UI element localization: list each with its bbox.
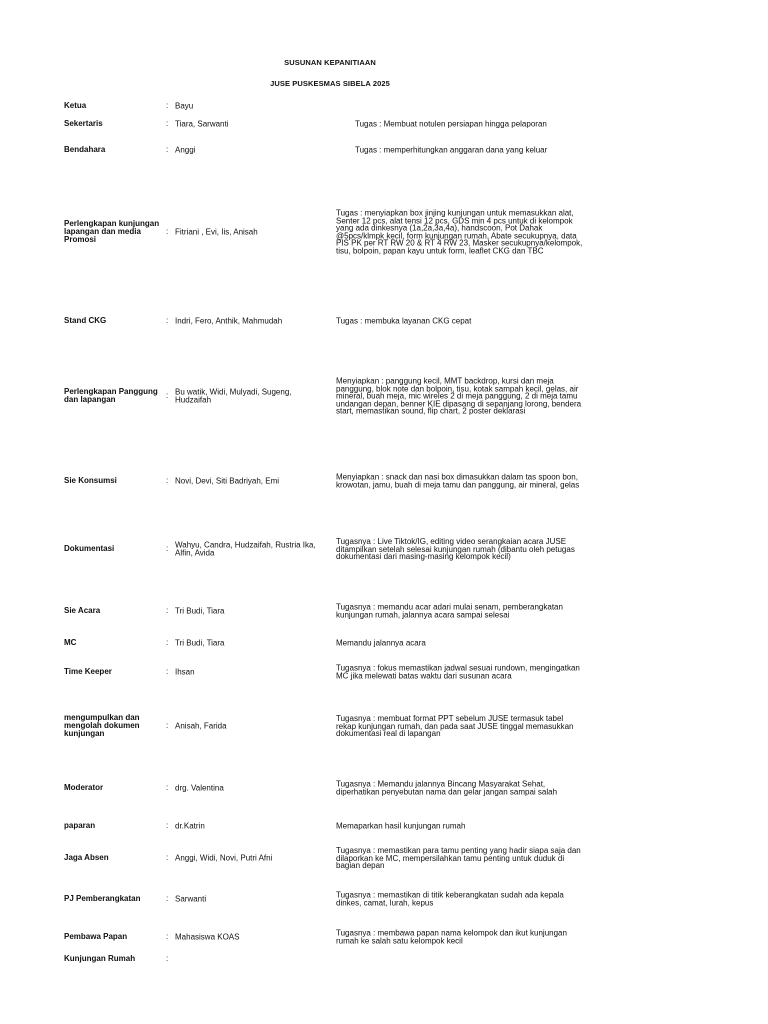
task-description: Memandu jalannya acara xyxy=(336,638,426,648)
separator-colon: : xyxy=(166,667,169,676)
members-text: Anggi xyxy=(175,145,196,155)
separator-colon: : xyxy=(166,954,169,963)
separator-colon: : xyxy=(166,821,169,830)
members-text: Fitriani , Evi, Iis, Anisah xyxy=(175,227,258,237)
members-text: Anisah, Farida xyxy=(175,721,227,731)
separator-colon: : xyxy=(166,227,169,236)
members-text: drg. Valentina xyxy=(175,783,224,793)
members-text: Ihsan xyxy=(175,667,195,677)
separator-colon: : xyxy=(166,544,169,553)
role-label: PJ Pemberangkatan xyxy=(64,894,141,903)
separator-colon: : xyxy=(166,119,169,128)
task-description: Menyiapkan : panggung kecil, MMT backdrop, kursi dan meja panggung, blok note dan bolpoin, tisu, kotak sampah kecil, gelas, air mineral, buah meja, mic wireles 2 di meja panggung, 2 di meja tamu undangan depan, benner KIE dipasang di sepanjang lorong, bendera start, memastikan sound, flip chart, 2 poster deklarasi xyxy=(336,376,582,416)
task-description: Menyiapkan : snack dan nasi box dimasukkan dalam tas spoon bon, krowotan, jamu, buah di meja tamu dan panggung, air mineral, gelas xyxy=(336,472,580,489)
role-label: paparan xyxy=(64,821,96,830)
document-subtitle: JUSE PUSKESMAS SIBELA 2025 xyxy=(270,79,390,88)
members-text: Tri Budi, Tiara xyxy=(175,638,225,648)
role-label: Sie Konsumsi xyxy=(64,476,117,485)
members-text: Tiara, Sarwanti xyxy=(175,119,229,129)
members-text: Bayu xyxy=(175,101,194,111)
role-label: Ketua xyxy=(64,101,87,110)
separator-colon: : xyxy=(166,894,169,903)
separator-colon: : xyxy=(166,606,169,615)
role-label: mengumpulkan dan mengolah dokumen kunjungan xyxy=(64,713,140,738)
task-description: Tugasnya : memastikan para tamu penting yang hadir siapa saja dan dilaporkan ke MC, mempersilahkan tamu penting untuk duduk di bagian depan xyxy=(336,845,581,870)
task-description: Tugasnya : membuat format PPT sebelum JUSE termasuk tabel rekap kunjungan rumah, dan pada saat JUSE tinggal memasukkan dokumentasi real di lapangan xyxy=(336,713,574,738)
role-label: Moderator xyxy=(64,783,104,792)
task-description: Tugas : menyiapkan box jinjing kunjungan untuk memasukkan alat, Senter 12 pcs, alat tensi 12 pcs, GDS min 4 pcs untuk di kelompok yang ada dinkesnya (1a,2a,3a,4a), handscoon, Pot Dahak @5pcs/klmpk kecil, form kunjungan rumah, Abate secukupnya, data PIS PK per RT RW 20 & RT 4 RW 23, Masker secukupnya/kelompok, tisu, bolpoin, papan kayu untuk form, leaflet CKG dan TBC xyxy=(336,208,583,255)
members-text: dr.Katrin xyxy=(175,821,205,831)
task-description: Tugasnya : fokus memastikan jadwal sesuai rundown, mengingatkan MC jika melewati batas waktu dari susunan acara xyxy=(336,663,580,680)
separator-colon: : xyxy=(166,853,169,862)
members-text: Bu watik, Widi, Mulyadi, Sugeng, Hudzaifah xyxy=(175,387,292,404)
role-label: Pembawa Papan xyxy=(64,932,128,941)
role-label: Dokumentasi xyxy=(64,544,115,553)
separator-colon: : xyxy=(166,638,169,647)
members-text: Anggi, Widi, Novi, Putri Afni xyxy=(175,853,273,863)
task-description: Tugas : membuka layanan CKG cepat xyxy=(336,316,472,326)
role-label: Bendahara xyxy=(64,145,106,154)
members-text: Novi, Devi, Siti Badriyah, Emi xyxy=(175,476,280,486)
role-label: Kunjungan Rumah xyxy=(64,954,136,963)
task-description: Memaparkan hasil kunjungan rumah xyxy=(336,821,466,831)
task-description: Tugasnya : membawa papan nama kelompok dan ikut kunjungan rumah ke salah satu kelompok kecil xyxy=(336,928,567,945)
role-label: Sekertaris xyxy=(64,119,103,128)
task-description: Tugas : Membuat notulen persiapan hingga pelaporan xyxy=(355,119,547,129)
role-label: Perlengkapan kunjungan lapangan dan media Promosi xyxy=(64,219,160,244)
members-text: Mahasiswa KOAS xyxy=(175,932,240,942)
task-description: Tugas : memperhitungkan anggaran dana yang keluar xyxy=(355,145,548,155)
members-text: Sarwanti xyxy=(175,894,207,904)
role-label: Sie Acara xyxy=(64,606,101,615)
role-label: Time Keeper xyxy=(64,667,112,676)
role-label: MC xyxy=(64,638,77,647)
document-title: SUSUNAN KEPANITIAAN xyxy=(284,58,376,67)
members-text: Tri Budi, Tiara xyxy=(175,606,225,616)
role-label: Stand CKG xyxy=(64,316,107,325)
separator-colon: : xyxy=(166,932,169,941)
separator-colon: : xyxy=(166,476,169,485)
separator-colon: : xyxy=(166,783,169,792)
separator-colon: : xyxy=(166,721,169,730)
task-description: Tugasnya : memandu acar adari mulai senam, pemberangkatan kunjungan rumah, jalannya acara sampai selesai xyxy=(336,602,563,619)
separator-colon: : xyxy=(166,391,169,400)
role-label: Perlengkapan Panggung dan lapangan xyxy=(64,387,158,404)
separator-colon: : xyxy=(166,145,169,154)
separator-colon: : xyxy=(166,316,169,325)
members-text: Indri, Fero, Anthik, Mahmudah xyxy=(175,316,283,326)
task-description: Tugasnya : Memandu jalannya Bincang Masyarakat Sehat, diperhatikan penyebutan nama dan gelar jangan sampai salah xyxy=(336,779,558,796)
task-description: Tugasnya : Live Tiktok/IG, editing video serangkaian acara JUSE ditampilkan setelah selesai kunjungan rumah (dibantu oleh petugas dokumentasi dari masing-masing kelompok kecil) xyxy=(336,536,575,561)
role-label: Jaga Absen xyxy=(64,853,109,862)
members-text: Wahyu, Candra, Hudzaifah, Rustria Ika, Alfin, Avida xyxy=(175,540,316,557)
task-description: Tugasnya : memastikan di titik keberangkatan sudah ada kepala dinkes, camat, lurah, kepus xyxy=(336,890,564,907)
separator-colon: : xyxy=(166,101,169,110)
